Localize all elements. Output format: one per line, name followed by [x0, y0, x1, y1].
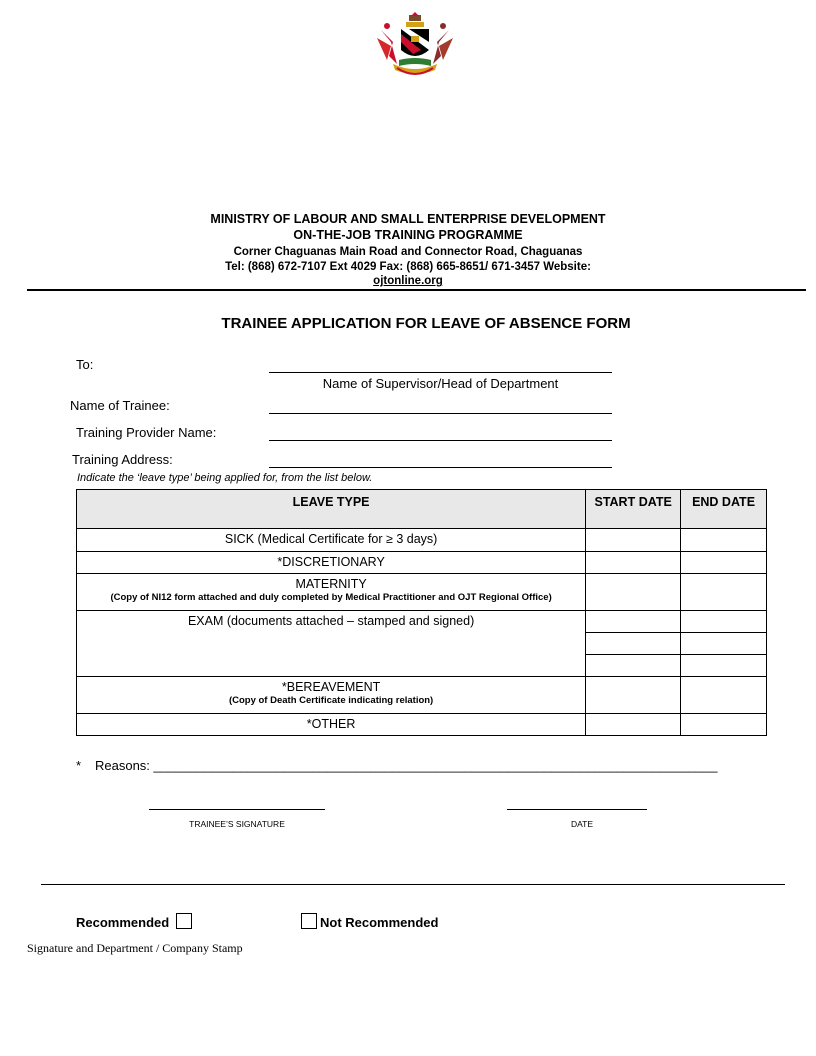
coat-of-arms-logo — [373, 12, 457, 82]
exam-start-date-cell-2[interactable] — [586, 633, 681, 655]
trainee-signature-line[interactable] — [149, 809, 325, 810]
training-address-label: Training Address: — [72, 452, 173, 467]
maternity-end-date-cell[interactable] — [681, 574, 767, 611]
table-row — [77, 552, 767, 574]
not-recommended-checkbox[interactable] — [301, 913, 317, 929]
stamp-label: Signature and Department / Company Stamp — [27, 941, 243, 955]
leave-type-maternity[interactable] — [77, 574, 586, 611]
table-row — [77, 611, 767, 633]
trainee-name-field[interactable] — [269, 413, 612, 414]
leave-type-other[interactable]: *OTHER — [77, 714, 586, 736]
table-row — [77, 529, 767, 552]
bereavement-start-date-cell[interactable] — [586, 677, 681, 714]
discretionary-start-date-cell[interactable] — [586, 552, 681, 574]
training-provider-field[interactable] — [269, 440, 612, 441]
training-address-field[interactable] — [269, 467, 612, 468]
programme-heading: ON-THE-JOB TRAINING PROGRAMME — [293, 228, 523, 242]
bereavement-label: *BEREAVEMENT — [281, 680, 381, 694]
start-date-header: START DATE — [586, 490, 681, 529]
recommended-label: Recommended — [76, 915, 170, 930]
not-recommended-label: Not Recommended — [320, 915, 439, 930]
maternity-label: MATERNITY — [295, 577, 367, 591]
website-link[interactable]: ojtonline.org — [373, 275, 443, 287]
other-start-date-cell[interactable] — [586, 714, 681, 736]
maternity-start-date-cell[interactable] — [586, 574, 681, 611]
sick-end-date-cell[interactable] — [681, 529, 767, 552]
reasons-field[interactable]: Reasons: ______________________________________________________________________________ — [95, 758, 718, 773]
trainee-name-label: Name of Trainee: — [70, 398, 170, 413]
training-provider-label: Training Provider Name: — [76, 425, 217, 440]
exam-end-date-cell-3[interactable] — [681, 655, 767, 677]
bereavement-note: (Copy of Death Certificate indicating relation) — [228, 695, 434, 706]
table-header-row — [77, 490, 767, 529]
leave-type-header: LEAVE TYPE — [77, 490, 586, 529]
exam-end-date-cell-1[interactable] — [681, 611, 767, 633]
leave-type-exam[interactable]: EXAM (documents attached – stamped and signed) — [77, 611, 586, 677]
table-row — [77, 714, 767, 736]
bereavement-end-date-cell[interactable] — [681, 677, 767, 714]
other-end-date-cell[interactable] — [681, 714, 767, 736]
table-row — [77, 574, 767, 611]
table-row — [77, 677, 767, 714]
date-signature-line[interactable] — [507, 809, 647, 810]
reasons-asterisk: * — [76, 758, 82, 773]
end-date-header: END DATE — [681, 490, 767, 529]
ministry-heading: MINISTRY OF LABOUR AND SMALL ENTERPRISE DEVELOPMENT — [210, 212, 606, 226]
supervisor-name-field[interactable] — [269, 372, 612, 373]
leave-type-table — [76, 489, 767, 736]
header-divider — [27, 289, 806, 291]
section-divider — [41, 884, 785, 885]
leave-type-sick[interactable]: SICK (Medical Certificate for ≥ 3 days) — [77, 529, 586, 552]
trainee-signature-label: TRAINEE’S SIGNATURE — [189, 819, 285, 829]
date-label: DATE — [570, 819, 594, 829]
leave-type-discretionary[interactable]: *DISCRETIONARY — [77, 552, 586, 574]
discretionary-end-date-cell[interactable] — [681, 552, 767, 574]
exam-start-date-cell-1[interactable] — [586, 611, 681, 633]
exam-start-date-cell-3[interactable] — [586, 655, 681, 677]
instruction-text: Indicate the ‘leave type’ being applied for, from the list below. — [77, 472, 373, 484]
ministry-contact: Tel: (868) 672-7107 Ext 4029 Fax: (868) 665-8651/ 671-3457 Website: — [225, 261, 591, 273]
supervisor-caption: Name of Supervisor/Head of Department — [322, 376, 559, 391]
recommended-checkbox[interactable] — [176, 913, 192, 929]
exam-end-date-cell-2[interactable] — [681, 633, 767, 655]
to-label: To: — [76, 357, 94, 372]
sick-start-date-cell[interactable] — [586, 529, 681, 552]
leave-type-bereavement[interactable] — [77, 677, 586, 714]
ministry-address: Corner Chaguanas Main Road and Connector Road, Chaguanas — [233, 246, 583, 258]
form-title: TRAINEE APPLICATION FOR LEAVE OF ABSENCE FORM — [221, 315, 631, 332]
maternity-note: (Copy of NI12 form attached and duly completed by Medical Practitioner and OJT Regional Office) — [110, 592, 552, 603]
